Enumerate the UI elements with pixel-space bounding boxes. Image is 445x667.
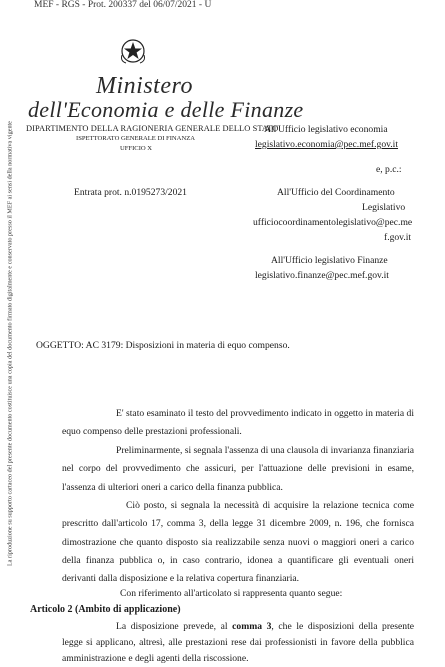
recipient-1-email[interactable]: legislativo.economia@pec.mef.gov.it [255, 139, 399, 150]
article-heading: Articolo 2 (Ambito di applicazione) [30, 604, 181, 615]
ispettorato-name: ISPETTORATO GENERALE DI FINANZA [76, 135, 195, 142]
paragraph-5-comma: comma 3 [232, 621, 272, 632]
republic-emblem-icon [118, 36, 148, 66]
recipient-3-email[interactable]: legislativo.finanze@pec.mef.gov.it [255, 270, 389, 281]
paragraph-5 [62, 619, 414, 667]
recipient-2-email[interactable]: ufficiocoordinamentolegislativo@pec.me [253, 217, 413, 228]
paragraph-3: Ciò posto, si segnala la necessità di acquisire la relazione tecnica come prescritto dall'articolo 17, comma 3, della legge 31 dicembre 2009, n. 196, che fornisca dimostrazione che quanto disposto sia realizzabile senza nuovi o maggiori oneri a carico della finanza pubblica o, in caso contrario, idonea a quantificare gli eventuali oneri derivanti dalla disposizione e la relativa copertura finanziaria. [62, 500, 414, 585]
recipient-3-title: All'Ufficio legislativo Finanze [271, 255, 388, 266]
protocol-header-stamp: MEF - RGS - Prot. 200337 del 06/07/2021 - U [34, 0, 212, 10]
paragraph-4: Con riferimento all'articolato si rappresenta quanto segue: [120, 588, 343, 599]
department-name: DIPARTIMENTO DELLA RAGIONERIA GENERALE DELLO STATO [26, 124, 279, 133]
ufficio-name: UFFICIO X [120, 145, 153, 152]
letterhead-economia: dell'Economia e delle Finanze [28, 97, 304, 122]
recipient-2-line2: Legislativo [362, 202, 406, 213]
entrata-protocol: Entrata prot. n.0195273/2021 [74, 187, 187, 198]
recipient-2-title: All'Ufficio del Coordinamento [277, 187, 395, 198]
oggetto-line: OGGETTO: AC 3179: Disposizioni in materia di equo compenso. [36, 340, 290, 351]
paragraph-2: Preliminarmente, si segnala l'assenza di una clausola di invarianza finanziaria nel corpo del provvedimento che assicuri, per l'attuazione delle previsioni in esame, l'assenza di ulteriori oneri a carico della finanza pubblica. [62, 445, 414, 493]
paragraph-1: E' stato esaminato il testo del provvedimento indicato in oggetto in materia di equo compenso delle prestazioni professionali. [62, 408, 414, 438]
cc-label: e, p.c.: [376, 164, 402, 175]
letterhead-ministero: Ministero [96, 73, 193, 99]
recipient-2-email-cont[interactable]: f.gov.it [384, 232, 412, 243]
paragraph-5-lead: La disposizione prevede, al [116, 621, 233, 632]
paragraph-5-rest: , che le disposizioni della presente legge si applicano, altresì, alle prestazioni rese dai professionisti in favore della pubblica amministrazione e degli agenti della riscossione. [62, 621, 415, 664]
side-legal-note: La riproduzione su supporto cartaceo del presente documento costituisce una copia del documento firmato digitalmente e conservato presso il MEF ai sensi della normativa vigente [6, 120, 14, 567]
recipient-1-title: All'Ufficio legislativo economia [264, 124, 388, 135]
